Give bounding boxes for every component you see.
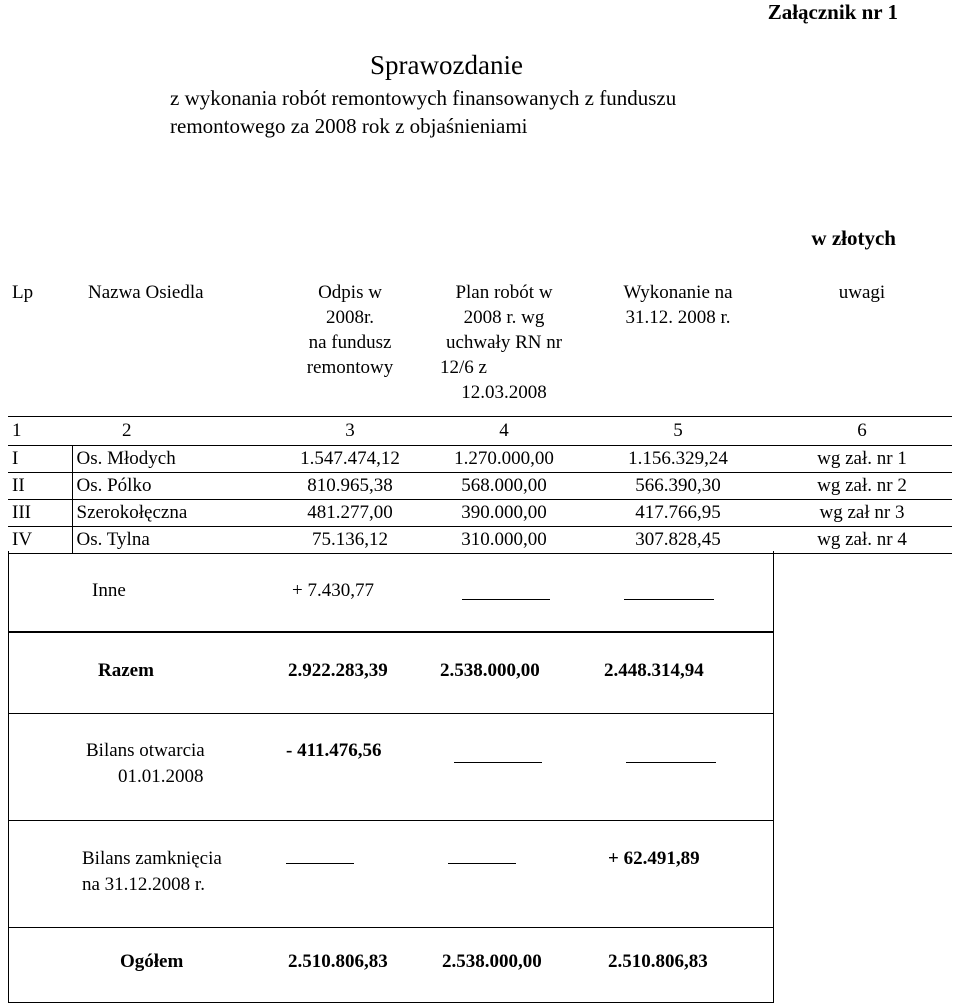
row-execution: 417.766,95 [584, 500, 772, 527]
row-note: wg zał. nr 2 [772, 473, 952, 500]
table-row [8, 473, 952, 500]
row-note: wg zał. nr 1 [772, 446, 952, 473]
row-fund: 1.547.474,12 [276, 446, 424, 473]
col-number: 1 [8, 417, 72, 446]
total-fund: 2.922.283,39 [288, 660, 388, 681]
closing-balance-execution: + 62.491,89 [608, 848, 700, 869]
col-number: 2 [72, 417, 276, 446]
header-fund: Odpis w 2008r. na fundusz remontowy [306, 282, 394, 378]
row-plan: 390.000,00 [424, 500, 584, 527]
header-lp: Lp [12, 282, 34, 303]
row-lp: IV [8, 527, 72, 554]
row-name: Os. Młodych [72, 446, 276, 473]
total-execution: 2.448.314,94 [604, 660, 704, 681]
header-row [8, 272, 952, 417]
row-execution: 307.828,45 [584, 527, 772, 554]
column-number-row [8, 417, 952, 446]
grand-total-plan: 2.538.000,00 [442, 951, 542, 972]
row-note: wg zał nr 3 [772, 500, 952, 527]
opening-balance-label-line1: Bilans otwarcia [86, 740, 205, 761]
row-name: Szerokołęczna [72, 500, 276, 527]
row-lp: I [8, 446, 72, 473]
row-fund: 810.965,38 [276, 473, 424, 500]
grand-total-execution: 2.510.806,83 [608, 951, 708, 972]
header-name: Nazwa Osiedla [88, 282, 204, 303]
row-note: wg zał. nr 4 [772, 527, 952, 554]
opening-balance-label-line2: 01.01.2008 [118, 766, 204, 787]
total-label: Razem [98, 660, 154, 681]
closing-balance-label-line2: na 31.12.2008 r. [82, 874, 205, 895]
col-number: 3 [276, 417, 424, 446]
report-subtitle-line2: remontowego za 2008 rok z objaśnieniami [170, 114, 528, 138]
header-notes: uwagi [838, 282, 886, 303]
header-plan: Plan robót w 2008 r. wg uchwały RN nr 12/6 z 12.03.2008 [440, 282, 563, 403]
row-plan: 568.000,00 [424, 473, 584, 500]
report-subtitle-line1: z wykonania robót remontowych finansowanych z funduszu [170, 86, 677, 110]
other-fund: + 7.430,77 [292, 580, 374, 601]
other-label: Inne [92, 580, 126, 601]
opening-exec-dash [626, 762, 716, 763]
table-row [8, 500, 952, 527]
closing-fund-dash [286, 863, 354, 864]
other-plan-dash [462, 599, 550, 600]
row-lp: II [8, 473, 72, 500]
row-name: Os. Pólko [72, 473, 276, 500]
row-fund: 481.277,00 [276, 500, 424, 527]
col-number: 5 [584, 417, 772, 446]
closing-plan-dash [448, 863, 516, 864]
table-row [8, 446, 952, 473]
row-execution: 566.390,30 [584, 473, 772, 500]
row-plan: 310.000,00 [424, 527, 584, 554]
opening-balance-fund: - 411.476,56 [286, 740, 382, 761]
col-number: 4 [424, 417, 584, 446]
header-execution: Wykonanie na 31.12. 2008 r. [623, 282, 733, 328]
row-lp: III [8, 500, 72, 527]
total-plan: 2.538.000,00 [440, 660, 540, 681]
row-execution: 1.156.329,24 [584, 446, 772, 473]
report-title: Sprawozdanie [370, 50, 523, 80]
grand-total-label: Ogółem [120, 951, 184, 972]
currency-note: w złotych [811, 226, 896, 250]
row-fund: 75.136,12 [276, 527, 424, 554]
row-plan: 1.270.000,00 [424, 446, 584, 473]
grand-total-fund: 2.510.806,83 [288, 951, 388, 972]
row-name: Os. Tylna [72, 527, 276, 554]
table-row [8, 527, 952, 554]
opening-plan-dash [454, 762, 542, 763]
other-exec-dash [624, 599, 714, 600]
closing-balance-label-line1: Bilans zamknięcia [82, 848, 222, 869]
col-number: 6 [772, 417, 952, 446]
report-table [8, 272, 952, 554]
annex-label: Załącznik nr 1 [767, 0, 898, 24]
